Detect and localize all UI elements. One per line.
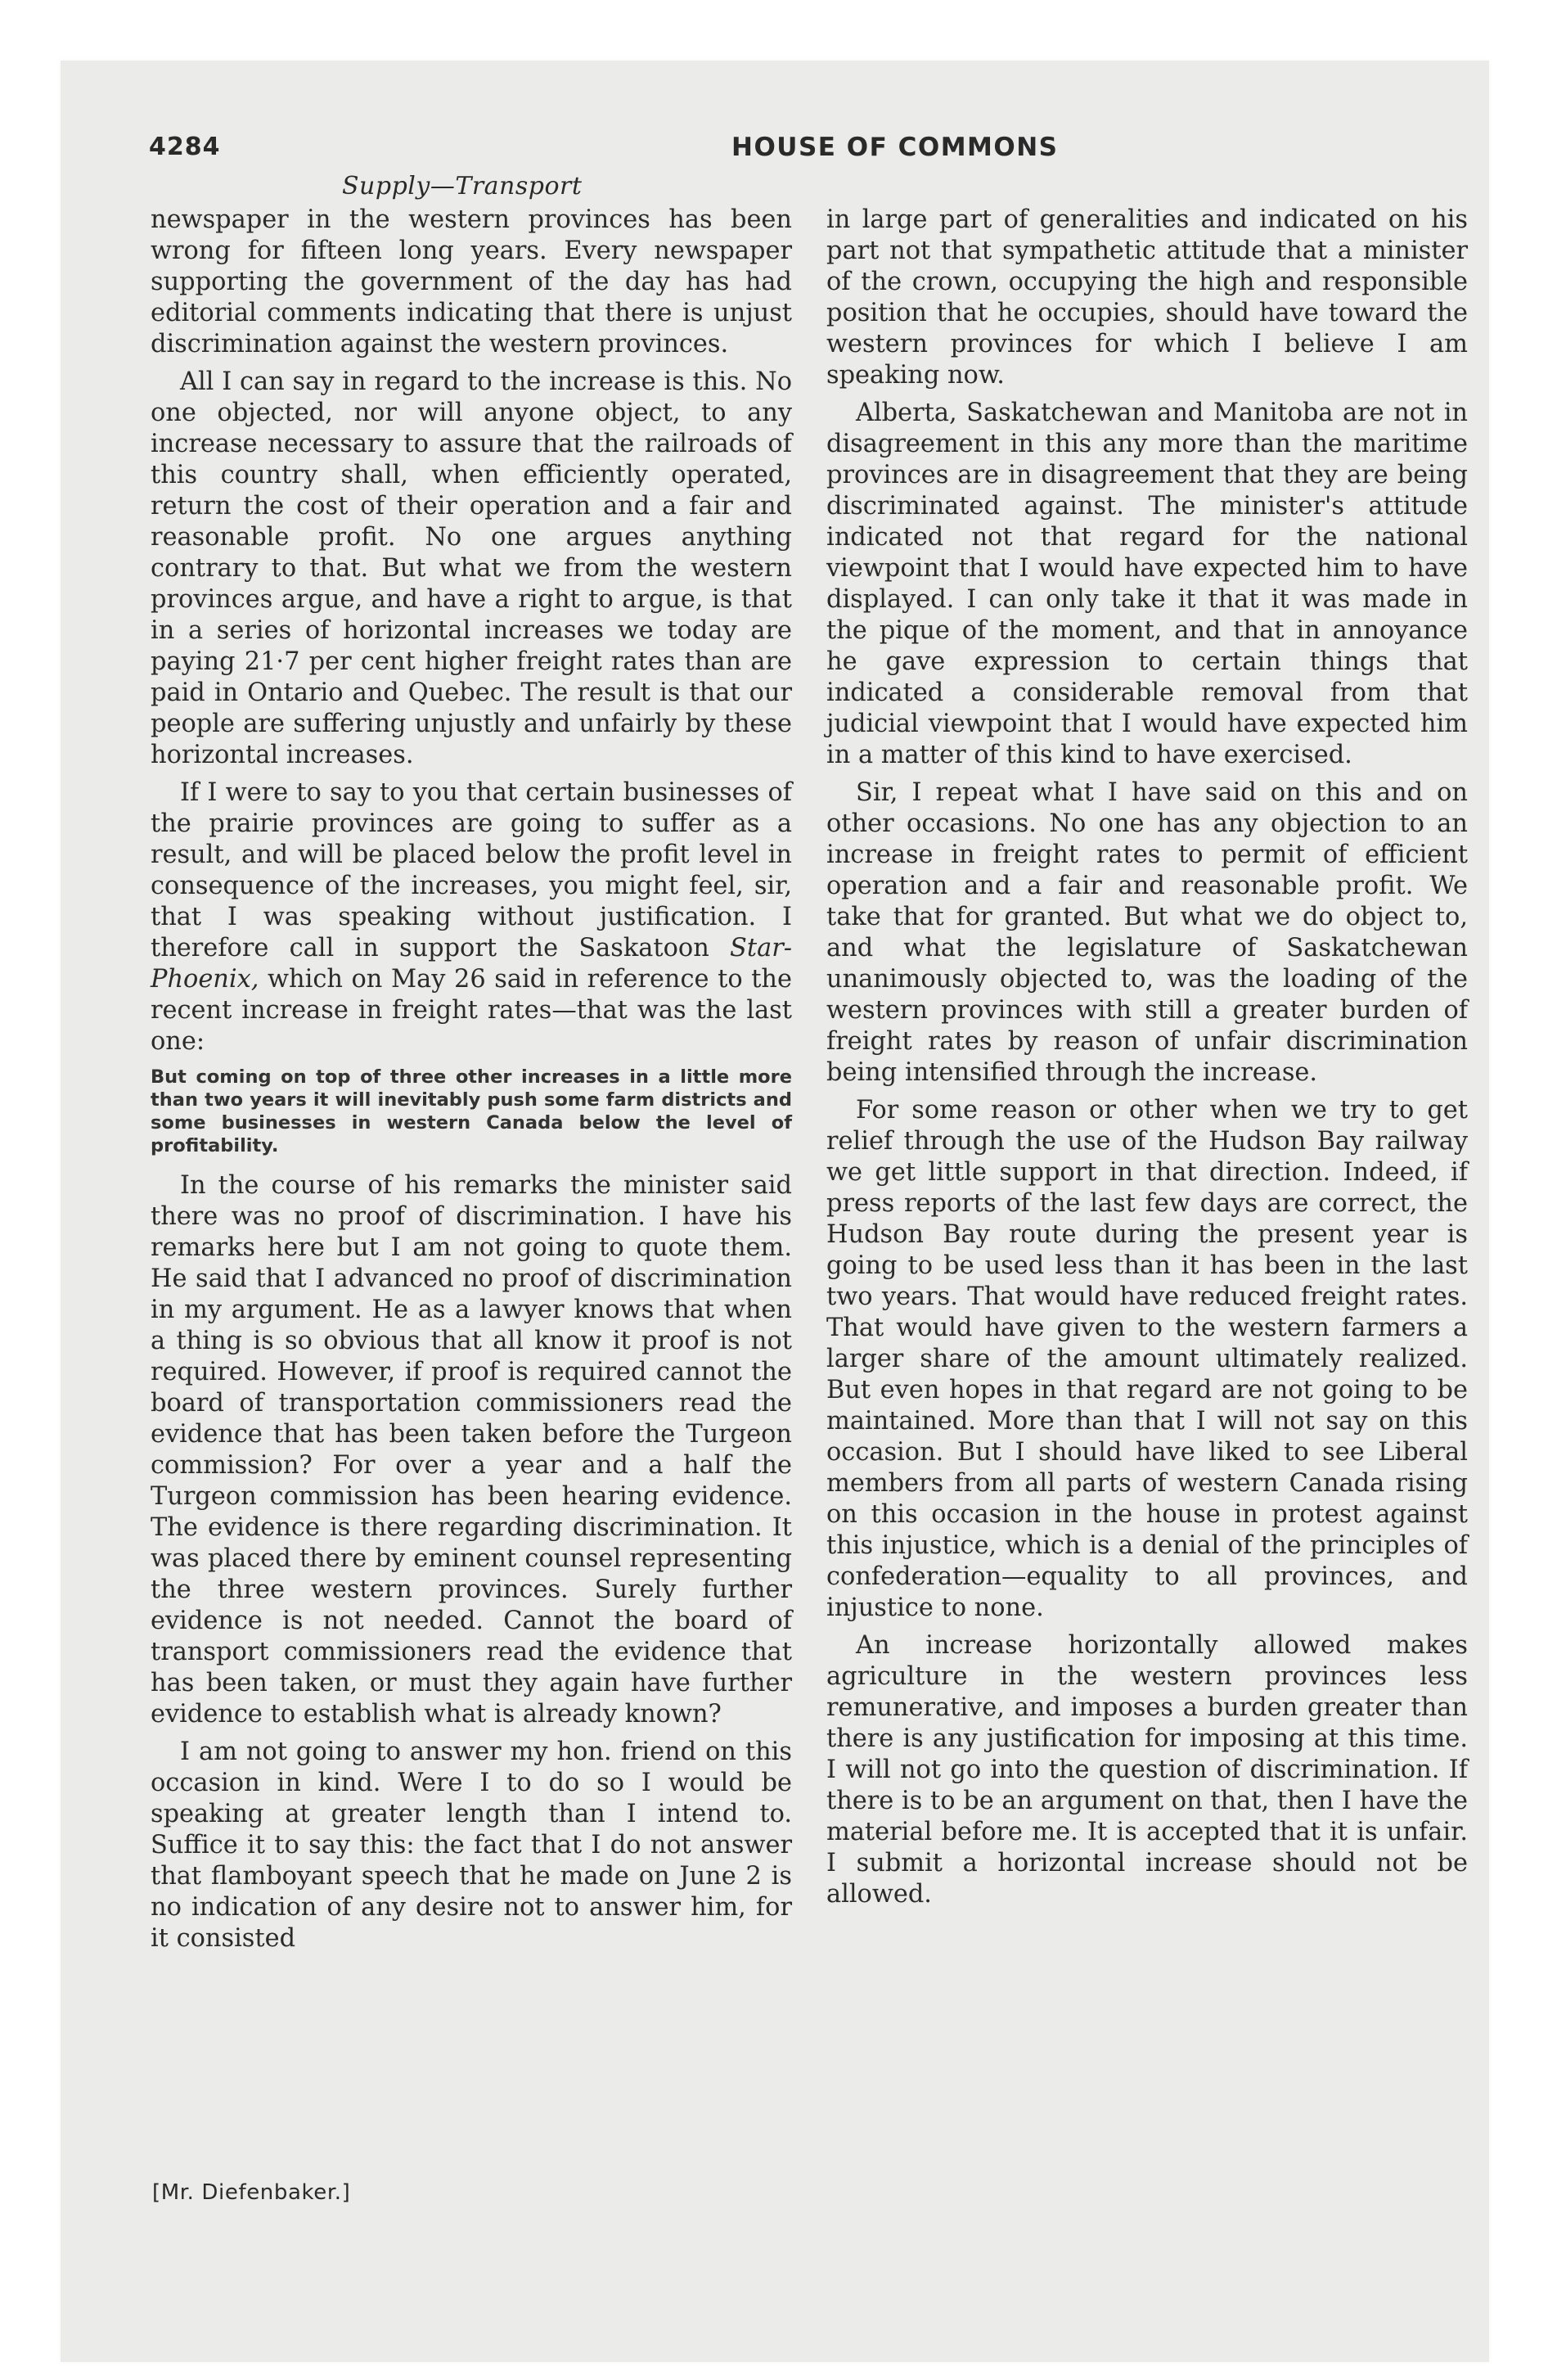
paragraph: Sir, I repeat what I have said on this and on other occasions. No one has any objection to an increase in freight rates to permit of efficient operation and a fair and reasonable profit. We take that for granted. But what we do object to, and what the legislature of Saskatchewan unanimously objected to, was the loading of the western provinces with still a greater burden of freight rates by reason of unfair discrimination being intensified through the increase. <box>826 778 1468 1087</box>
right-column <box>826 205 1468 1917</box>
paragraph-text: which on May 26 said in reference to the recent increase in freight rates—that was the last one: <box>151 965 792 1056</box>
paragraph: For some reason or other when we try to get relief through the use of the Hudson Bay railway we get little support in that direction. Indeed, if press reports of the last few days are correct, the Hudson Bay route during the present year is going to be used less than it has been in the last two years. That would have reduced freight rates. That would have given to the western farmers a larger share of the amount ultimately realized. But even hopes in that regard are not going to be maintained. More than that I will not say on this occasion. But I should have liked to see Liberal members from all parts of western Canada rising on this occasion in the house in protest against this injustice, which is a denial of the principles of confederation—equality to all provinces, and injustice to none. <box>826 1096 1468 1622</box>
paragraph: in large part of generalities and indicated on his part not that sympathetic attitude that a minister of the crown, occupying the high and responsible position that he occupies, should have toward the western provinces for which I believe I am speaking now. <box>826 205 1468 390</box>
paragraph: Alberta, Saskatchewan and Manitoba are not in disagreement in this any more than the maritime provinces are in disagreement that they are being discriminated against. The minister's attitude indicated not that regard for the national viewpoint that I would have expected him to have displayed. I can only take it that it was made in the pique of the moment, and that in annoyance he gave expression to certain things that indicated a considerable removal from that judicial viewpoint that I would have expected him in a matter of this kind to have exercised. <box>826 399 1468 769</box>
newspaper-title: Star-Phoenix, <box>151 934 792 994</box>
paragraph: All I can say in regard to the increase is this. No one objected, nor will anyone object, to any increase necessary to assure that the railroads of this country shall, when efficiently operated, return the cost of their operation and a fair and reasonable profit. No one argues anything contrary to that. But what we from the western provinces argue, and have a right to argue, is that in a series of horizontal increases we today are paying 21·7 per cent higher freight rates than are paid in Ontario and Quebec. The result is that our people are suffering unjustly and unfairly by these horizontal increases. <box>151 367 792 769</box>
paragraph: In the course of his remarks the minister said there was no proof of discrimination. I have his remarks here but I am not going to quote them. He said that I advanced no proof of discrimination in my argument. He as a lawyer knows that when a thing is so obvious that all know it proof is not required. However, if proof is required cannot the board of transportation commissioners read the evidence that has been taken before the Turgeon commission? For over a year and a half the Turgeon commission has been hearing evidence. The evidence is there regarding discrimination. It was placed there by eminent counsel representing the three western provinces. Surely further evidence is not needed. Cannot the board of transport commissioners read the evidence that has been taken, or must they again have further evidence to establish what is already known? <box>151 1171 792 1729</box>
paragraph: An increase horizontally allowed makes agriculture in the western provinces less remunerative, and imposes a burden greater than there is any justification for imposing at this time. I will not go into the question of discrimination. If there is to be an argument on that, then I have the material before me. It is accepted that it is unfair. I submit a horizontal increase should not be allowed. <box>826 1631 1468 1909</box>
page-number: 4284 <box>149 133 221 161</box>
paragraph: newspaper in the western provinces has been wrong for fifteen long years. Every newspaper supporting the government of the day has had editorial comments indicating that there is unjust discrimination against the western provinces. <box>151 205 792 358</box>
paragraph-text: If I were to say to you that certain businesses of the prairie provinces are going to suffer as a result, and will be placed below the profit level in consequence of the increases, you might feel, sir, that I was speaking without justification. I therefore call in support the Saskatoon <box>151 778 792 962</box>
paragraph: I am not going to answer my hon. friend on this occasion in kind. Were I to do so I would be speaking at greater length than I intend to. Suffice it to say this: the fact that I do not answer that flamboyant speech that he made on June 2 is no indication of any desire not to answer him, for it consisted <box>151 1738 792 1953</box>
running-head: HOUSE OF COMMONS <box>731 133 1059 162</box>
section-subhead: Supply—Transport <box>342 172 583 201</box>
left-column <box>151 205 792 1961</box>
block-quote: But coming on top of three other increases in a little more than two years it will inevitably push some farm districts and some businesses in western Canada below the level of profitability. <box>151 1066 792 1156</box>
speaker-attribution: [Mr. Diefenbaker.] <box>152 2180 351 2205</box>
page-header <box>88 70 1059 162</box>
paragraph <box>151 778 792 1057</box>
